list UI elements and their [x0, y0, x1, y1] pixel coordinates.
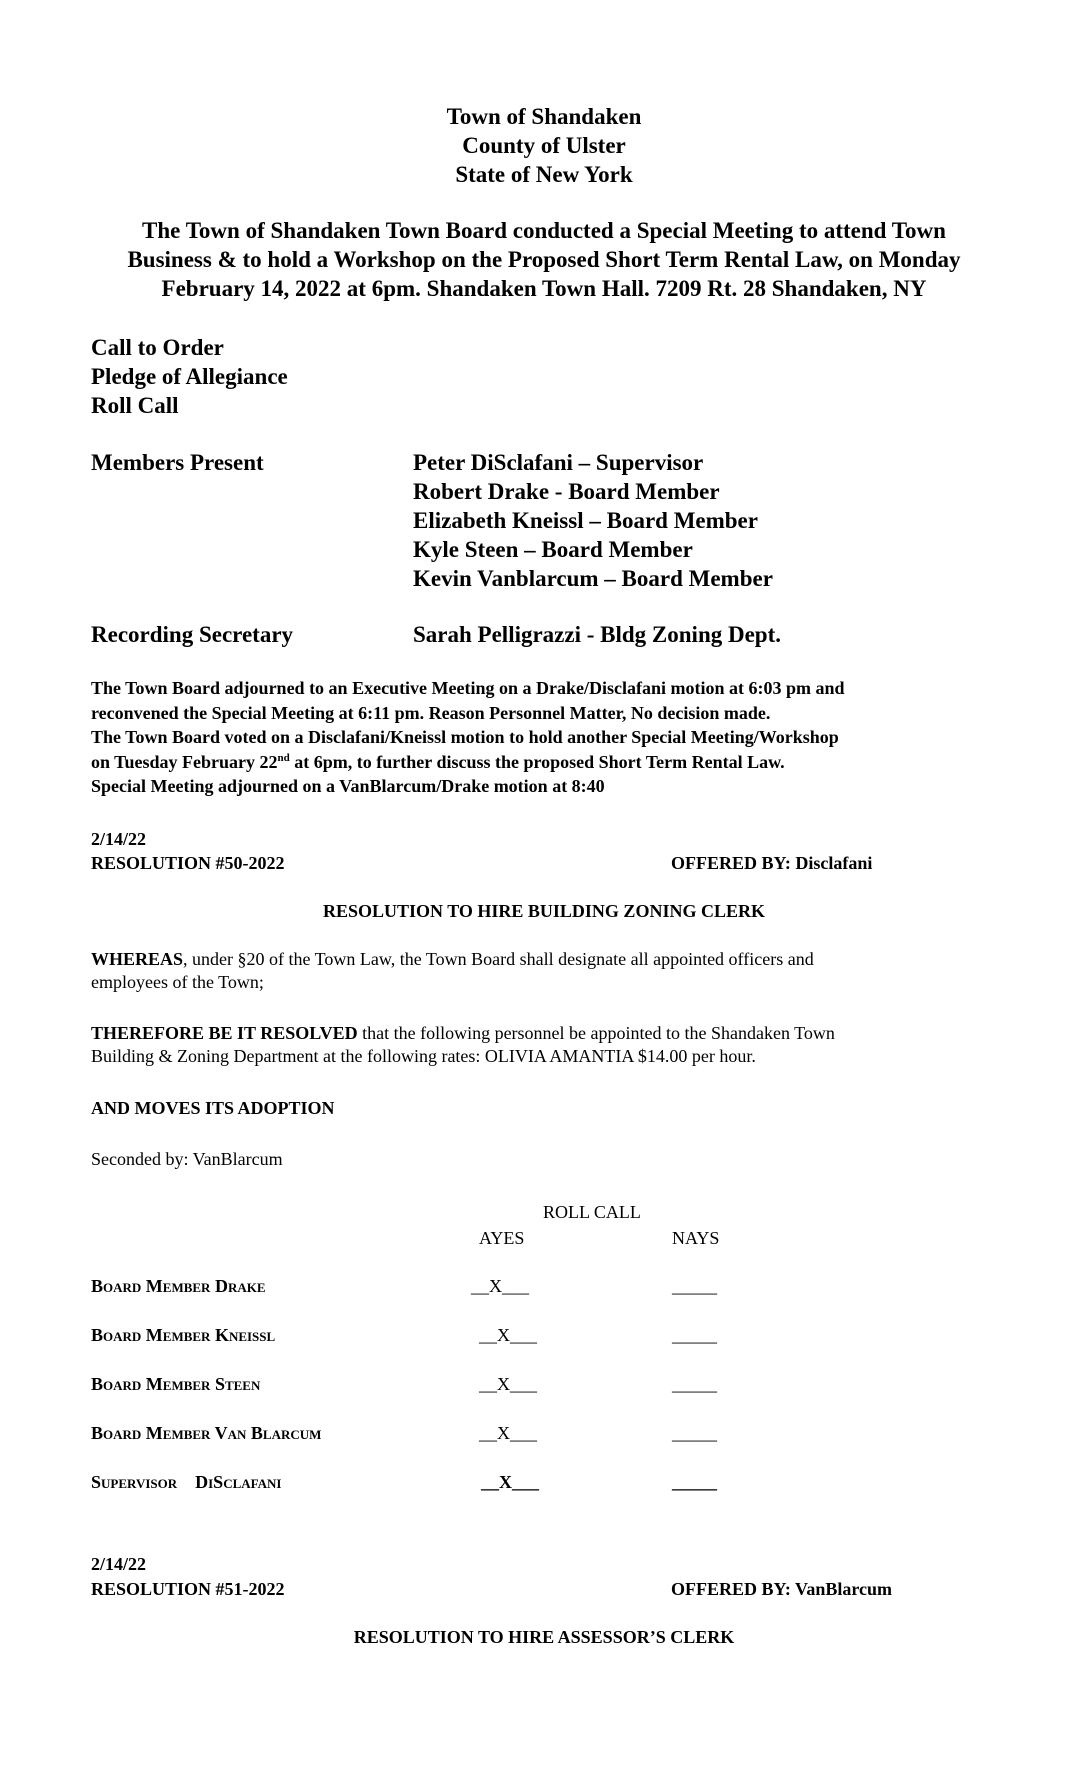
- resolution-50-number: RESOLUTION #50-2022: [91, 853, 285, 873]
- vote-row-aye: __X___: [471, 1276, 529, 1296]
- resolved-label: THEREFORE BE IT RESOLVED: [91, 1023, 358, 1043]
- vote-row-nay: _____: [672, 1276, 717, 1296]
- resolved-line: Building & Zoning Department at the following rates: OLIVIA AMANTIA $14.00 per hour.: [91, 1045, 756, 1066]
- member-item: Kyle Steen – Board Member: [413, 537, 693, 562]
- whereas-text: , under §20 of the Town Law, the Town Board shall designate all appointed officers and: [183, 949, 814, 969]
- vote-row-nay: _____: [672, 1374, 717, 1394]
- resolution-51-offered-by: OFFERED BY: VanBlarcum: [671, 1579, 893, 1599]
- resolution-50-title: RESOLUTION TO HIRE BUILDING ZONING CLERK: [323, 901, 765, 921]
- whereas-line: [91, 948, 1021, 971]
- member-item: Peter DiSclafani – Supervisor: [413, 450, 704, 475]
- vote-row-name: Supervisor DiSclafani: [91, 1472, 282, 1492]
- vote-row-aye: __X___: [479, 1374, 537, 1394]
- members-present-label: Members Present: [91, 450, 264, 475]
- intro-line: The Town of Shandaken Town Board conducted a Special Meeting to attend Town: [142, 218, 946, 243]
- members-present-list: [413, 448, 773, 593]
- meeting-notes: [91, 676, 1031, 799]
- whereas-label: WHEREAS: [91, 949, 184, 969]
- notes-line: The Town Board adjourned to an Executive Meeting on a Drake/Disclafani motion at 6:03 pm and: [91, 678, 845, 698]
- seconded-by: Seconded by: VanBlarcum: [91, 1149, 283, 1169]
- notes-line: [91, 750, 1031, 775]
- notes-superscript: nd: [277, 751, 290, 764]
- header-state: State of New York: [455, 162, 633, 187]
- resolution-50-date: 2/14/22: [91, 829, 147, 849]
- resolution-50-whereas: [91, 948, 1021, 993]
- recording-secretary-value: Sarah Pelligrazzi - Bldg Zoning Dept.: [413, 622, 781, 647]
- agenda-item-roll-call: Roll Call: [91, 393, 179, 418]
- moves-adoption: AND MOVES ITS ADOPTION: [91, 1098, 335, 1118]
- vote-row-aye: __X___: [479, 1325, 537, 1345]
- roll-call-nays-header: NAYS: [672, 1228, 720, 1248]
- notes-text: on Tuesday February 22: [91, 751, 278, 772]
- resolution-50-resolved: [91, 1022, 1021, 1067]
- intro-line: February 14, 2022 at 6pm. Shandaken Town Hall. 7209 Rt. 28 Shandaken, NY: [161, 276, 927, 301]
- notes-line: Special Meeting adjourned on a VanBlarcum/Drake motion at 8:40: [91, 776, 605, 796]
- header-county: County of Ulster: [462, 133, 626, 158]
- resolution-51-date: 2/14/22: [91, 1554, 147, 1574]
- resolved-text: that the following personnel be appointed to the Shandaken Town: [357, 1023, 835, 1043]
- member-item: Elizabeth Kneissl – Board Member: [413, 508, 758, 533]
- member-item: Robert Drake - Board Member: [413, 479, 720, 504]
- intro-line: Business & to hold a Workshop on the Proposed Short Term Rental Law, on Monday: [127, 247, 961, 272]
- header-town: Town of Shandaken: [446, 104, 642, 129]
- vote-row-name: Board Member Kneissl: [91, 1325, 276, 1345]
- roll-call-ayes-header: AYES: [479, 1228, 525, 1248]
- notes-text: at 6pm, to further discuss the proposed Short Term Rental Law.: [289, 751, 785, 772]
- vote-row-nay: _____: [672, 1423, 717, 1443]
- vote-row-name: Board Member Van Blarcum: [91, 1423, 322, 1443]
- vote-row-nay: _____: [672, 1472, 717, 1492]
- roll-call-heading: ROLL CALL: [543, 1202, 641, 1222]
- agenda-item-pledge: Pledge of Allegiance: [91, 364, 288, 389]
- agenda-list: [91, 333, 288, 420]
- meeting-intro: [80, 216, 1008, 303]
- vote-row-name: Board Member Steen: [91, 1374, 261, 1394]
- agenda-item-call-to-order: Call to Order: [91, 335, 224, 360]
- whereas-line: employees of the Town;: [91, 971, 264, 992]
- resolution-50-offered-by: OFFERED BY: Disclafani: [671, 853, 873, 873]
- notes-line: reconvened the Special Meeting at 6:11 pm. Reason Personnel Matter, No decision made.: [91, 702, 771, 723]
- resolution-51-number: RESOLUTION #51-2022: [91, 1579, 285, 1599]
- vote-row-aye: __X___: [479, 1423, 537, 1443]
- notes-line: The Town Board voted on a Disclafani/Kneissl motion to hold another Special Meeting/Workshop: [91, 727, 839, 747]
- recording-secretary-label: Recording Secretary: [91, 622, 294, 647]
- vote-row-nay: _____: [672, 1325, 717, 1345]
- resolution-51-title: RESOLUTION TO HIRE ASSESSOR’S CLERK: [353, 1627, 735, 1647]
- member-item: Kevin Vanblarcum – Board Member: [413, 566, 773, 591]
- vote-row-aye: __X___: [481, 1472, 539, 1492]
- document-header: [0, 102, 1088, 189]
- vote-row-name: Board Member Drake: [91, 1276, 266, 1296]
- resolved-line: [91, 1022, 1021, 1045]
